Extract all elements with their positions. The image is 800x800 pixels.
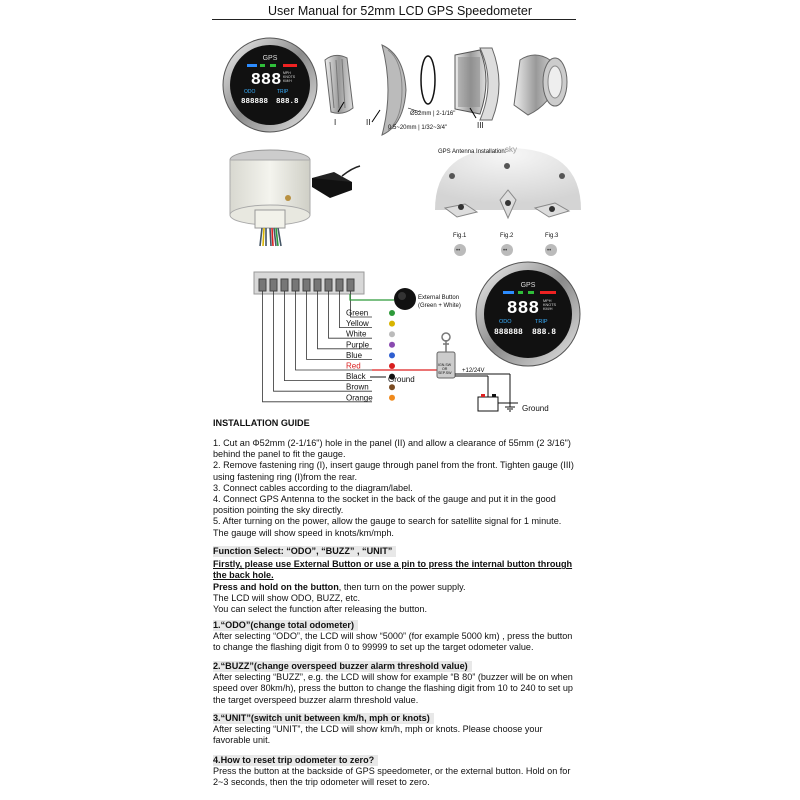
unit-text: After selecting “UNIT”, the LCD will show km/h, mph or knots. Please choose your favorable unit. [213, 724, 543, 746]
switch-line-1: IGN.SW [438, 363, 452, 367]
function-line-2: The LCD will show ODO, BUZZ, etc. [213, 592, 361, 603]
button-wire [350, 294, 394, 300]
gauge-trip-label: TRIP [277, 89, 289, 95]
gauge-unit-3: KM/H [283, 79, 292, 83]
gauge2-trip-digits: 888.8 [532, 328, 557, 337]
wire-label-yellow: Yellow [346, 319, 369, 329]
wire-label-red: Red [346, 361, 361, 371]
gauge2-odo-digits: 888888 [494, 328, 523, 337]
wire-indicator-icon [389, 321, 395, 327]
svg-text:••: •• [503, 248, 508, 254]
gauge-front-wiring [476, 262, 580, 366]
gauge2-gps-label: GPS [520, 282, 536, 289]
connector-pin [281, 279, 288, 291]
gauge2-odo-label: ODO [499, 319, 512, 325]
svg-text:••: •• [547, 248, 552, 254]
connector-pin [336, 279, 343, 291]
fig-1-label: Fig.1 [453, 233, 467, 239]
voltage-label: +12/24V [462, 368, 485, 374]
step-4: 4. Connect GPS Antenna to the socket in the back of the gauge and put it in the good position pointing the sky directly. [213, 494, 556, 516]
gauge2-trip-label: TRIP [535, 319, 548, 325]
external-button-sublabel: (Green + White) [418, 303, 461, 309]
wire-indicator-icon [389, 342, 395, 348]
dimension-hole: Ø52mm | 2-1/16" [410, 111, 456, 117]
antenna-installation-diagram [435, 145, 581, 256]
connector-pin [259, 279, 266, 291]
connector-pin [270, 279, 277, 291]
antenna-caption: GPS Antenna Installation: [438, 149, 507, 155]
step-3: 3. Connect cables according to the diagram/label. [213, 482, 413, 493]
gauge2-unit-2: KNOTS [543, 303, 557, 307]
odo-text: After selecting “ODO”, the LCD will show “5000” (for example 5000 km) , press the button to change the flashing digit from 0 to 99999 to set up the target odometer value. [213, 631, 573, 653]
ground-label-2: Ground [522, 404, 549, 413]
mounting-parts [325, 45, 567, 135]
gauge-speed-digits: 888 [250, 71, 282, 90]
gauge2-unit-3: KM/H [543, 307, 553, 311]
gps-antenna-photo [312, 166, 360, 198]
installation-steps [213, 438, 576, 539]
label-ring-I: I [334, 118, 337, 127]
connector-pin [292, 279, 299, 291]
step-1: 1. Cut an Φ52mm (2-1/16") hole in the panel (II) and allow a clearance of 55mm (2 3/16") behind the panel to fit the gauge. [213, 438, 571, 460]
gauge-odo-digits: 888888 [241, 98, 269, 106]
connector-pin [314, 279, 321, 291]
press-hold-rest: , then turn on the power supply. [338, 581, 466, 592]
section-unit [213, 713, 576, 747]
wire-indicator-icon [389, 310, 395, 316]
fig-3-label: Fig.3 [545, 233, 559, 239]
switch-line-2: OR [442, 367, 448, 371]
gauge2-unit-1: MPH [543, 299, 552, 303]
step-5: 5. After turning on the power, allow the gauge to search for satellite signal for 1 minute. The gauge will show speed in knots/km/mph. [213, 516, 562, 538]
connector-pin [303, 279, 310, 291]
wire-indicator-icon [389, 352, 395, 358]
wire-label-orange: Orange [346, 393, 373, 403]
function-select [213, 546, 576, 615]
installation-guide [213, 418, 576, 429]
antenna-sky-label: sky [505, 145, 517, 154]
gauge-gps-label: GPS [262, 55, 278, 62]
section-odo [213, 620, 576, 654]
section-reset [213, 755, 576, 789]
gauge-unit-1: MPH [283, 71, 291, 75]
wire-indicator-icon [389, 363, 395, 369]
ground-label: Ground [388, 375, 415, 384]
gauge-front-top [223, 38, 317, 132]
label-panel-II: II [366, 118, 371, 127]
wire-indicator-icon [389, 384, 395, 390]
connector-pin [347, 279, 354, 291]
dimension-panel: 0.5~20mm | 1/32~3/4" [388, 125, 448, 131]
switch-line-3: SEP.SW [438, 371, 452, 375]
wire-indicator-icon [389, 395, 395, 401]
wire-label-black: Black [346, 372, 366, 382]
label-gauge-III: III [477, 121, 484, 130]
fig-2-label: Fig.2 [500, 233, 514, 239]
reset-text: Press the button at the backside of GPS speedometer, or the external button. Hold on for 2~3 seconds, then the trip odometer will reset to zero. [213, 766, 571, 788]
gauge-odo-label: ODO [244, 89, 256, 95]
function-heading: Function Select: “ODO”, “BUZZ” , “UNIT” [213, 546, 396, 557]
unit-heading: 3.“UNIT”(switch unit between km/h, mph or knots) [213, 713, 434, 724]
section-buzz [213, 661, 576, 706]
step-2: 2. Remove fastening ring (I), insert gauge through panel from the front. Tighten gauge (III) using fastening ring (I)from the rear. [213, 460, 574, 482]
wire-label-purple: Purple [346, 340, 370, 350]
gauge-trip-digits: 888.8 [276, 98, 299, 106]
buzz-text: After selecting “BUZZ”, e.g. the LCD will show for example “B 80” (buzzer will be on when speed over 80km/h), press the button to change the flashing digit from 10 to 240 to set up the target overspeed buzzer alarm threshold value. [213, 672, 573, 705]
buzz-heading: 2.“BUZZ”(change overspeed buzzer alarm threshold value) [213, 661, 472, 672]
wire-label-white: White [346, 329, 367, 339]
wire-label-green: Green [346, 308, 369, 318]
wire-label-blue: Blue [346, 350, 363, 360]
installation-heading: INSTALLATION GUIDE [213, 418, 310, 428]
gauge-unit-2: KNOTS [283, 75, 296, 79]
wire-green [346, 291, 395, 318]
svg-text:••: •• [456, 248, 461, 254]
reset-heading: 4.How to reset trip odometer to zero? [213, 755, 378, 766]
press-hold-bold: Press and hold on the button [213, 581, 339, 592]
wire-label-brown: Brown [346, 382, 369, 392]
connector-pin [325, 279, 332, 291]
odo-heading: 1.“ODO”(change total odometer) [213, 620, 358, 631]
gauge2-speed-digits: 888 [506, 299, 540, 319]
function-instruction: Firstly, please use External Button or use a pin to press the internal button through the back hole. [213, 559, 573, 581]
function-line-3: You can select the function after releasing the button. [213, 604, 428, 615]
page-title: User Manual for 52mm LCD GPS Speedometer [268, 4, 532, 18]
gauge-rear-photo [230, 150, 310, 246]
wire-indicator-icon [389, 331, 395, 337]
external-button-label: External Button [418, 295, 460, 301]
